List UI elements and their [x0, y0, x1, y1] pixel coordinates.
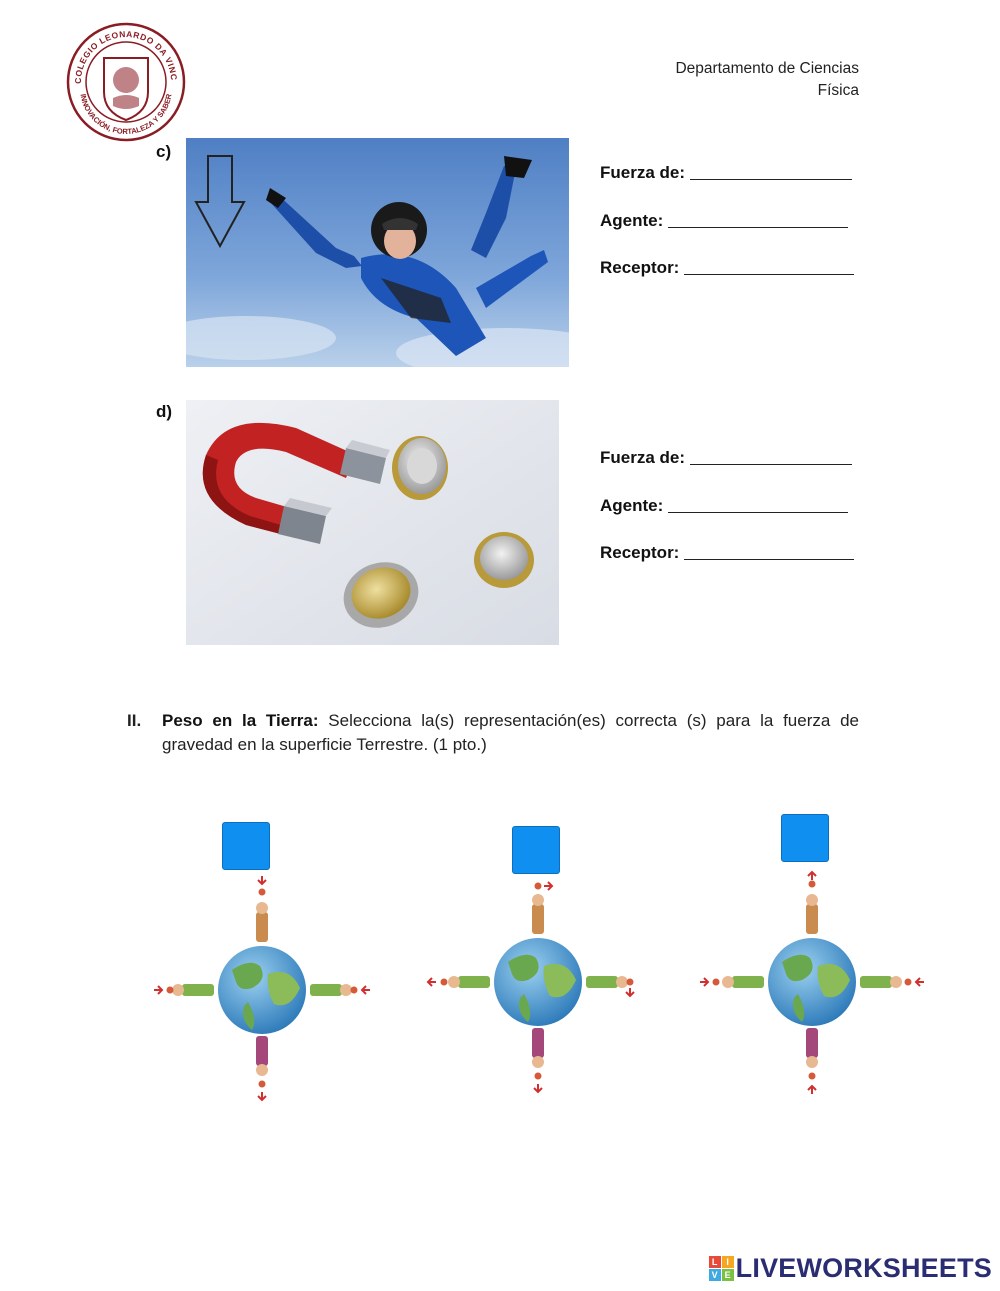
question-letter-c: c): [156, 142, 172, 161]
force-answer-line[interactable]: [690, 164, 852, 180]
down-arrow-icon: [194, 154, 246, 250]
logo-block-l: L: [709, 1256, 721, 1268]
answer-checkbox-c[interactable]: [781, 814, 829, 862]
section-weight-on-earth: [127, 709, 859, 757]
question-letter-d: d): [156, 402, 173, 421]
brand-name: LIVEWORKSHEETS: [735, 1252, 992, 1283]
skydiver-image: [186, 138, 569, 367]
option-b: [420, 800, 670, 1110]
receptor-field-d: [600, 543, 854, 563]
department-name: Departamento de Ciencias: [675, 60, 859, 77]
agent-label: Agente:: [600, 211, 664, 230]
earth-gravity-diagram-c: [690, 870, 940, 1110]
logo-block-e: E: [722, 1269, 734, 1281]
agent-field-d: [600, 496, 848, 516]
force-label: Fuerza de:: [600, 163, 686, 182]
receptor-label: Receptor:: [600, 543, 680, 562]
force-field-d: [600, 448, 852, 468]
section-text: Selecciona la(s) representación(es) correcta (s) para la fuerza de gravedad en la superficie Terrestre. (1 pto.): [162, 711, 860, 754]
liveworksheets-footer: [709, 1253, 992, 1283]
agent-answer-line[interactable]: [668, 212, 848, 228]
school-logo: [66, 22, 186, 142]
section-instructions: [162, 709, 859, 757]
force-answer-line[interactable]: [690, 449, 852, 465]
receptor-field-c: [600, 258, 854, 278]
option-c: [690, 800, 940, 1110]
earth-gravity-diagram-b: [420, 870, 670, 1110]
option-a: [140, 800, 390, 1110]
receptor-answer-line[interactable]: [684, 544, 854, 560]
subject-name: Física: [817, 82, 859, 99]
logo-block-i: I: [722, 1256, 734, 1268]
agent-label: Agente:: [600, 496, 664, 515]
force-label: Fuerza de:: [600, 448, 686, 467]
liveworksheets-logo-icon: [709, 1256, 734, 1281]
force-field-c: [600, 163, 852, 183]
section-title: Peso en la Tierra:: [162, 711, 319, 730]
svg-text:COLEGIO LEONARDO DA VINCI: COLEGIO LEONARDO DA VINC: [72, 28, 180, 84]
department-header: [675, 58, 859, 102]
receptor-answer-line[interactable]: [684, 259, 854, 275]
answer-checkbox-a[interactable]: [222, 822, 270, 870]
section-number: II.: [127, 711, 142, 730]
agent-answer-line[interactable]: [668, 497, 848, 513]
receptor-label: Receptor:: [600, 258, 680, 277]
logo-block-v: V: [709, 1269, 721, 1281]
earth-gravity-diagram-a: [140, 870, 390, 1110]
answer-checkbox-b[interactable]: [512, 826, 560, 874]
magnet-coins-image: [186, 400, 559, 645]
agent-field-c: [600, 211, 848, 231]
svg-text:INNOVACIÓN, FORTALEZA Y SABER: INNOVACIÓN, FORTALEZA Y SABER: [78, 92, 174, 137]
